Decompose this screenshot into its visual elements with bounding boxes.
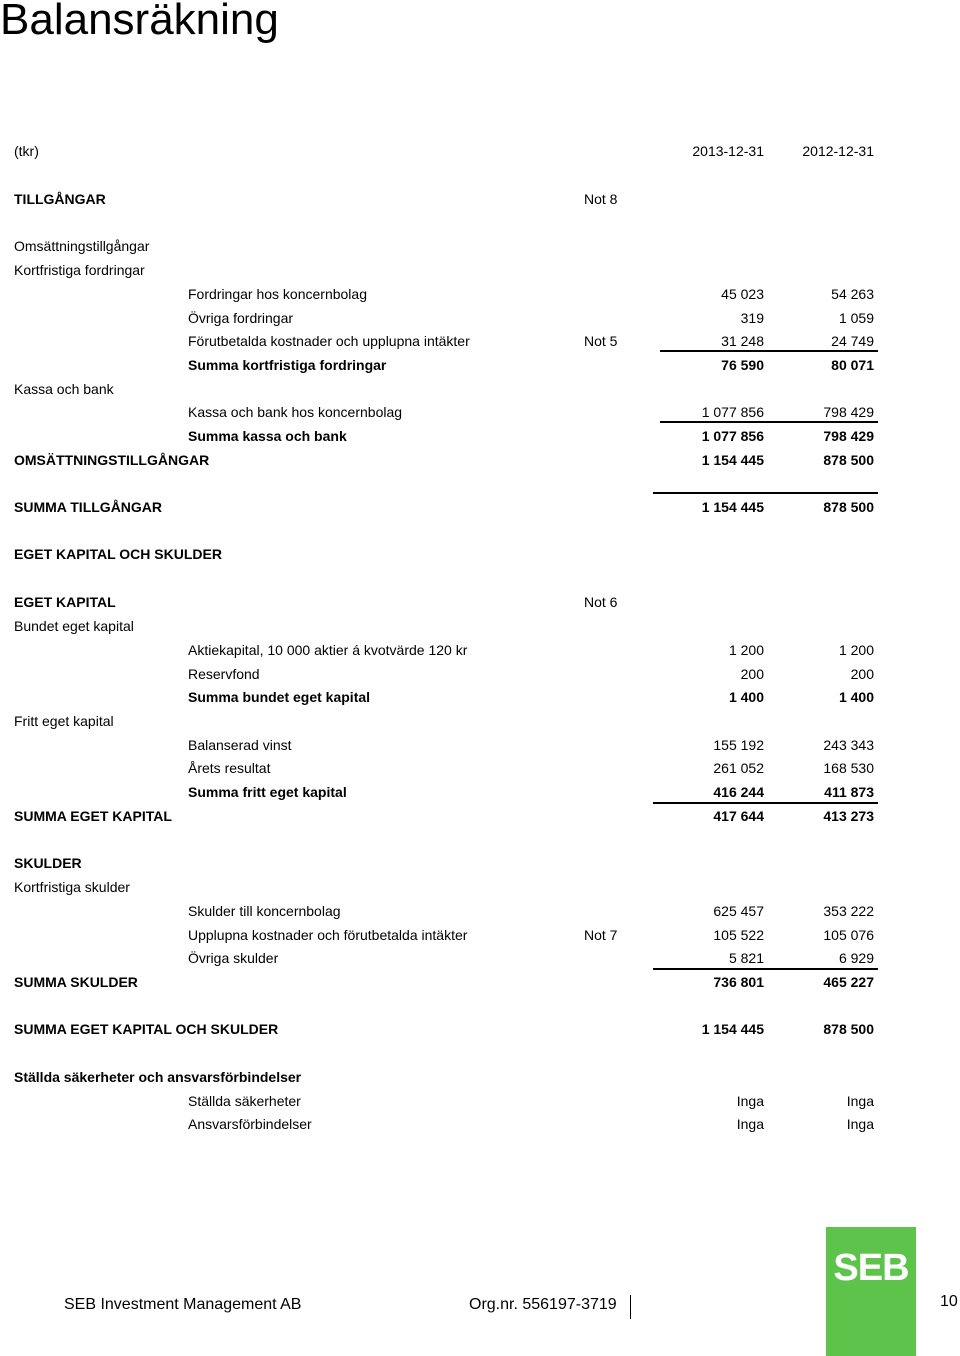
total-equity-liabilities-2013: 1 154 445 bbox=[701, 1021, 764, 1037]
footer-divider bbox=[630, 1295, 631, 1319]
row-value-2012: 243 343 bbox=[823, 737, 874, 753]
sum-liabilities-2013: 736 801 bbox=[713, 974, 764, 990]
current-assets-total-2012: 878 500 bbox=[823, 452, 874, 468]
row-value-2012: 1 200 bbox=[838, 642, 874, 658]
row-label: Förutbetalda kostnader och upplupna intäkter bbox=[188, 333, 470, 349]
row-label: Årets resultat bbox=[188, 760, 271, 776]
total-assets-2012: 878 500 bbox=[823, 499, 874, 515]
sum-cash-2013: 1 077 856 bbox=[701, 428, 764, 444]
row-value-2013: 1 200 bbox=[728, 642, 764, 658]
footer-company: SEB Investment Management AB bbox=[64, 1296, 302, 1313]
row-value-2012: 24 749 bbox=[831, 333, 874, 349]
free-equity-label: Fritt eget kapital bbox=[14, 713, 114, 729]
sum-rule bbox=[653, 492, 878, 494]
sum-rule bbox=[653, 968, 878, 970]
row-value-2012: 6 929 bbox=[838, 950, 874, 966]
sum-free-2012: 411 873 bbox=[824, 784, 874, 800]
sum-restricted-label: Summa bundet eget kapital bbox=[188, 689, 371, 705]
row-value-2012: 200 bbox=[850, 666, 874, 682]
row-value-2013: Inga bbox=[736, 1093, 764, 1109]
cash-label: Kassa och bank bbox=[14, 381, 114, 397]
current-assets-label: Omsättningstillgångar bbox=[14, 238, 150, 254]
row-label: Balanserad vinst bbox=[188, 737, 292, 753]
page-number: 10 bbox=[940, 1293, 958, 1310]
row-value-2012: 168 530 bbox=[823, 760, 874, 776]
equity-heading: EGET KAPITAL bbox=[14, 594, 116, 610]
sum-rule bbox=[660, 350, 878, 352]
page-title: Balansräkning bbox=[0, 0, 279, 44]
row-value-2012: 105 076 bbox=[823, 927, 874, 943]
row-value-2013: 105 522 bbox=[713, 927, 764, 943]
sum-receivables-2013: 76 590 bbox=[721, 357, 764, 373]
sum-restricted-2013: 1 400 bbox=[728, 689, 764, 705]
equity-liabilities-heading: EGET KAPITAL OCH SKULDER bbox=[14, 546, 222, 562]
current-assets-total-label: OMSÄTTNINGSTILLGÅNGAR bbox=[14, 452, 210, 468]
pledged-heading: Ställda säkerheter och ansvarsförbindelser bbox=[14, 1069, 302, 1085]
sum-cash-label: Summa kassa och bank bbox=[188, 428, 347, 444]
row-value-2013: 319 bbox=[740, 310, 764, 326]
current-assets-total-2013: 1 154 445 bbox=[701, 452, 764, 468]
row-value-2013: 200 bbox=[740, 666, 764, 682]
row-label: Ställda säkerheter bbox=[188, 1093, 301, 1109]
sum-liabilities-2012: 465 227 bbox=[823, 974, 874, 990]
row-label: Övriga skulder bbox=[188, 950, 279, 966]
cash-row-label: Kassa och bank hos koncernbolag bbox=[188, 404, 403, 420]
sum-liabilities-label: SUMMA SKULDER bbox=[14, 974, 138, 990]
seb-logo bbox=[826, 1227, 916, 1356]
row-value-2013: 261 052 bbox=[713, 760, 764, 776]
row-value-2012: Inga bbox=[846, 1093, 874, 1109]
sum-rule bbox=[660, 421, 878, 423]
sum-receivables-2012: 80 071 bbox=[831, 357, 874, 373]
assets-note: Not 8 bbox=[584, 191, 618, 207]
total-assets-2013: 1 154 445 bbox=[701, 499, 764, 515]
sum-restricted-2012: 1 400 bbox=[838, 689, 874, 705]
sum-receivables-label: Summa kortfristiga fordringar bbox=[188, 357, 387, 373]
total-assets-label: SUMMA TILLGÅNGAR bbox=[14, 499, 163, 515]
equity-note: Not 6 bbox=[584, 594, 618, 610]
row-label: Aktiekapital, 10 000 aktier á kvotvärde 120 kr bbox=[188, 642, 468, 658]
seb-logo-text: SEB bbox=[833, 1247, 909, 1289]
row-note: Not 5 bbox=[584, 333, 618, 349]
footer-orgnr: Org.nr. 556197-3719 bbox=[469, 1296, 617, 1313]
total-equity-liabilities-2012: 878 500 bbox=[823, 1021, 874, 1037]
column-header-2013: 2013-12-31 bbox=[692, 143, 764, 159]
row-label: Fordringar hos koncernbolag bbox=[188, 286, 367, 302]
unit-label: (tkr) bbox=[14, 143, 39, 159]
liabilities-heading: SKULDER bbox=[14, 855, 82, 871]
cash-row-2012: 798 429 bbox=[823, 404, 874, 420]
row-value-2013: 625 457 bbox=[713, 903, 764, 919]
short-liabilities-label: Kortfristiga skulder bbox=[14, 879, 130, 895]
row-label: Skulder till koncernbolag bbox=[188, 903, 341, 919]
row-value-2012: Inga bbox=[846, 1116, 874, 1132]
sum-free-label: Summa fritt eget kapital bbox=[188, 784, 347, 800]
restricted-equity-label: Bundet eget kapital bbox=[14, 618, 134, 634]
row-value-2013: 45 023 bbox=[721, 286, 764, 302]
row-value-2012: 1 059 bbox=[838, 310, 874, 326]
cash-row-2013: 1 077 856 bbox=[701, 404, 764, 420]
sum-equity-2013: 417 644 bbox=[713, 808, 764, 824]
column-header-2012: 2012-12-31 bbox=[802, 143, 874, 159]
row-value-2013: Inga bbox=[736, 1116, 764, 1132]
row-value-2013: 31 248 bbox=[721, 333, 764, 349]
sum-equity-2012: 413 273 bbox=[823, 808, 874, 824]
sum-rule bbox=[653, 802, 878, 804]
row-value-2012: 54 263 bbox=[831, 286, 874, 302]
row-note: Not 7 bbox=[584, 927, 618, 943]
row-value-2013: 155 192 bbox=[713, 737, 764, 753]
short-receivables-label: Kortfristiga fordringar bbox=[14, 262, 145, 278]
row-label: Övriga fordringar bbox=[188, 310, 294, 326]
assets-heading: TILLGÅNGAR bbox=[14, 191, 106, 207]
sum-equity-label: SUMMA EGET KAPITAL bbox=[14, 808, 172, 824]
sum-cash-2012: 798 429 bbox=[823, 428, 874, 444]
sum-free-2013: 416 244 bbox=[713, 784, 764, 800]
row-label: Ansvarsförbindelser bbox=[188, 1116, 312, 1132]
row-value-2013: 5 821 bbox=[728, 950, 764, 966]
row-value-2012: 353 222 bbox=[823, 903, 874, 919]
row-label: Reservfond bbox=[188, 666, 260, 682]
total-equity-liabilities-label: SUMMA EGET KAPITAL OCH SKULDER bbox=[14, 1021, 279, 1037]
row-label: Upplupna kostnader och förutbetalda intäkter bbox=[188, 927, 468, 943]
